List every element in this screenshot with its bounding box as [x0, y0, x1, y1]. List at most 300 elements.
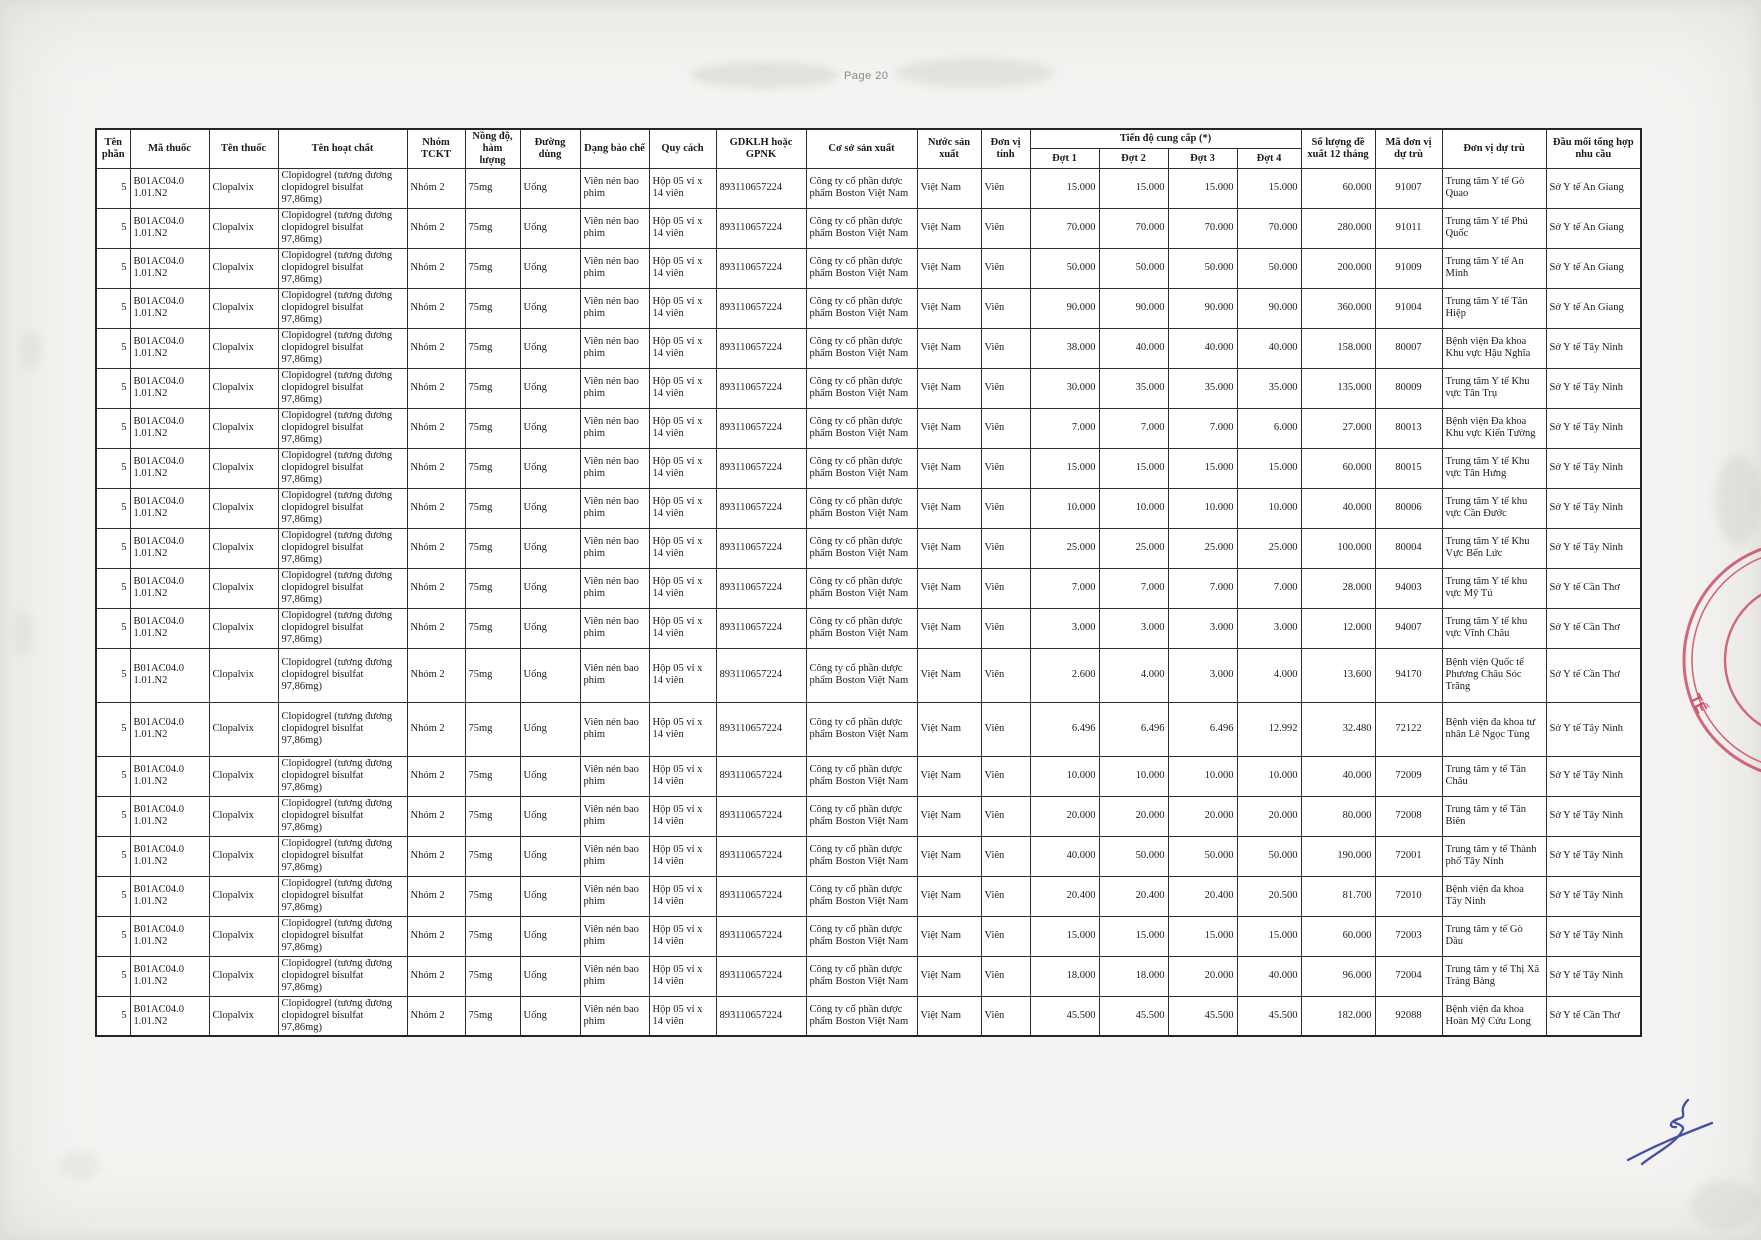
cell-ham-luong: 75mg [465, 996, 520, 1036]
cell-dot3: 6.496 [1168, 702, 1237, 756]
cell-so-luong: 60.000 [1301, 448, 1375, 488]
cell-dot2: 7.000 [1099, 408, 1168, 448]
cell-ten-thuoc: Clopalvix [209, 996, 278, 1036]
cell-hoat-chat: Clopidogrel (tương đương clopidogrel bisulfat 97,86mg) [278, 408, 407, 448]
cell-ham-luong: 75mg [465, 328, 520, 368]
cell-ma-thuoc: B01AC04.0 1.01.N2 [130, 328, 209, 368]
cell-hoat-chat: Clopidogrel (tương đương clopidogrel bisulfat 97,86mg) [278, 876, 407, 916]
cell-dot4: 3.000 [1237, 608, 1301, 648]
header-nuoc: Nước sản xuất [917, 129, 981, 168]
cell-ten-thuoc: Clopalvix [209, 168, 278, 208]
cell-dot1: 20.400 [1030, 876, 1099, 916]
cell-don-vi: Bệnh viện Đa khoa Khu vực Hậu Nghĩa [1442, 328, 1546, 368]
cell-so-luong: 13.600 [1301, 648, 1375, 702]
cell-ma-thuoc: B01AC04.0 1.01.N2 [130, 248, 209, 288]
cell-dau-moi: Sở Y tế An Giang [1546, 288, 1641, 328]
cell-ma-dvi: 80009 [1375, 368, 1442, 408]
cell-ham-luong: 75mg [465, 756, 520, 796]
cell-quy-cach: Hộp 05 vỉ x 14 viên [649, 448, 716, 488]
cell-gdklh: 893110657224 [716, 702, 806, 756]
cell-bao-che: Viên nén bao phim [580, 996, 649, 1036]
cell-don-vi: Trung tâm Y tế Phú Quốc [1442, 208, 1546, 248]
cell-dvt: Viên [981, 796, 1030, 836]
cell-nuoc: Việt Nam [917, 168, 981, 208]
cell-ham-luong: 75mg [465, 568, 520, 608]
cell-hoat-chat: Clopidogrel (tương đương clopidogrel bisulfat 97,86mg) [278, 208, 407, 248]
cell-dot3: 20.400 [1168, 876, 1237, 916]
header-dau-moi: Đầu mối tổng hợp nhu cầu [1546, 129, 1641, 168]
table-row [96, 648, 1641, 702]
cell-nuoc: Việt Nam [917, 702, 981, 756]
cell-dot1: 3.000 [1030, 608, 1099, 648]
cell-dvt: Viên [981, 956, 1030, 996]
cell-co-so: Công ty cổ phần dược phẩm Boston Việt Nam [806, 648, 917, 702]
cell-ma-dvi: 91011 [1375, 208, 1442, 248]
cell-quy-cach: Hộp 05 vỉ x 14 viên [649, 608, 716, 648]
cell-dot4: 15.000 [1237, 916, 1301, 956]
cell-don-vi: Trung tâm Y tế Khu Vực Bến Lức [1442, 528, 1546, 568]
cell-dot3: 15.000 [1168, 916, 1237, 956]
cell-quy-cach: Hộp 05 vỉ x 14 viên [649, 796, 716, 836]
cell-hoat-chat: Clopidogrel (tương đương clopidogrel bisulfat 97,86mg) [278, 608, 407, 648]
cell-phan: 5 [96, 408, 130, 448]
header-tien-do: Tiến độ cung cấp (*) [1030, 129, 1301, 149]
cell-gdklh: 893110657224 [716, 996, 806, 1036]
table-row [96, 916, 1641, 956]
cell-ma-thuoc: B01AC04.0 1.01.N2 [130, 528, 209, 568]
cell-co-so: Công ty cổ phần dược phẩm Boston Việt Nam [806, 208, 917, 248]
cell-dau-moi: Sở Y tế Tây Ninh [1546, 528, 1641, 568]
cell-so-luong: 96.000 [1301, 956, 1375, 996]
cell-ten-thuoc: Clopalvix [209, 208, 278, 248]
cell-quy-cach: Hộp 05 vỉ x 14 viên [649, 648, 716, 702]
cell-dot1: 15.000 [1030, 916, 1099, 956]
cell-ham-luong: 75mg [465, 288, 520, 328]
cell-dau-moi: Sở Y tế Cần Thơ [1546, 996, 1641, 1036]
cell-gdklh: 893110657224 [716, 568, 806, 608]
cell-phan: 5 [96, 288, 130, 328]
cell-hoat-chat: Clopidogrel (tương đương clopidogrel bisulfat 97,86mg) [278, 528, 407, 568]
cell-dot2: 45.500 [1099, 996, 1168, 1036]
cell-ten-thuoc: Clopalvix [209, 836, 278, 876]
table-row [96, 528, 1641, 568]
cell-quy-cach: Hộp 05 vỉ x 14 viên [649, 248, 716, 288]
cell-nhom-tckt: Nhóm 2 [407, 916, 465, 956]
cell-don-vi: Trung tâm Y tế Tân Hiệp [1442, 288, 1546, 328]
cell-gdklh: 893110657224 [716, 328, 806, 368]
cell-ten-thuoc: Clopalvix [209, 608, 278, 648]
cell-nuoc: Việt Nam [917, 488, 981, 528]
cell-so-luong: 81.700 [1301, 876, 1375, 916]
cell-dau-moi: Sở Y tế Tây Ninh [1546, 702, 1641, 756]
cell-don-vi: Bệnh viện đa khoa Tây Ninh [1442, 876, 1546, 916]
cell-so-luong: 32.480 [1301, 702, 1375, 756]
cell-nhom-tckt: Nhóm 2 [407, 208, 465, 248]
cell-ma-dvi: 72010 [1375, 876, 1442, 916]
cell-dot1: 7.000 [1030, 408, 1099, 448]
cell-bao-che: Viên nén bao phim [580, 648, 649, 702]
cell-gdklh: 893110657224 [716, 836, 806, 876]
cell-don-vi: Trung tâm Y tế khu vực Vĩnh Châu [1442, 608, 1546, 648]
cell-bao-che: Viên nén bao phim [580, 796, 649, 836]
cell-ma-thuoc: B01AC04.0 1.01.N2 [130, 168, 209, 208]
cell-ham-luong: 75mg [465, 876, 520, 916]
cell-ham-luong: 75mg [465, 796, 520, 836]
cell-dot1: 40.000 [1030, 836, 1099, 876]
cell-phan: 5 [96, 488, 130, 528]
cell-gdklh: 893110657224 [716, 488, 806, 528]
cell-dau-moi: Sở Y tế An Giang [1546, 248, 1641, 288]
cell-don-vi: Trung tâm Y tế Khu vực Tân Trụ [1442, 368, 1546, 408]
cell-co-so: Công ty cổ phần dược phẩm Boston Việt Nam [806, 408, 917, 448]
cell-duong-dung: Uống [520, 568, 580, 608]
cell-duong-dung: Uống [520, 208, 580, 248]
cell-bao-che: Viên nén bao phim [580, 168, 649, 208]
cell-hoat-chat: Clopidogrel (tương đương clopidogrel bisulfat 97,86mg) [278, 568, 407, 608]
header-phan: Tên phần [96, 129, 130, 168]
cell-ham-luong: 75mg [465, 368, 520, 408]
cell-nuoc: Việt Nam [917, 996, 981, 1036]
table-row [96, 836, 1641, 876]
cell-duong-dung: Uống [520, 756, 580, 796]
cell-dot3: 10.000 [1168, 488, 1237, 528]
cell-dau-moi: Sở Y tế Tây Ninh [1546, 408, 1641, 448]
cell-ma-dvi: 72008 [1375, 796, 1442, 836]
cell-phan: 5 [96, 328, 130, 368]
cell-ma-thuoc: B01AC04.0 1.01.N2 [130, 288, 209, 328]
cell-gdklh: 893110657224 [716, 248, 806, 288]
cell-dvt: Viên [981, 408, 1030, 448]
cell-bao-che: Viên nén bao phim [580, 876, 649, 916]
scan-smudge [14, 610, 34, 656]
cell-ma-thuoc: B01AC04.0 1.01.N2 [130, 956, 209, 996]
cell-dot3: 50.000 [1168, 248, 1237, 288]
cell-co-so: Công ty cổ phần dược phẩm Boston Việt Nam [806, 796, 917, 836]
cell-ten-thuoc: Clopalvix [209, 648, 278, 702]
cell-quy-cach: Hộp 05 vỉ x 14 viên [649, 916, 716, 956]
cell-ma-dvi: 80013 [1375, 408, 1442, 448]
cell-dot3: 10.000 [1168, 756, 1237, 796]
cell-dot2: 50.000 [1099, 248, 1168, 288]
header-ma-thuoc: Mã thuốc [130, 129, 209, 168]
cell-dot4: 15.000 [1237, 168, 1301, 208]
cell-nuoc: Việt Nam [917, 608, 981, 648]
cell-nhom-tckt: Nhóm 2 [407, 756, 465, 796]
cell-dot3: 45.500 [1168, 996, 1237, 1036]
cell-nhom-tckt: Nhóm 2 [407, 876, 465, 916]
cell-don-vi: Bệnh viện Quốc tế Phương Châu Sóc Trăng [1442, 648, 1546, 702]
cell-ham-luong: 75mg [465, 408, 520, 448]
cell-dot4: 7.000 [1237, 568, 1301, 608]
cell-phan: 5 [96, 168, 130, 208]
handwritten-signature [1618, 1092, 1738, 1182]
cell-dot2: 4.000 [1099, 648, 1168, 702]
cell-duong-dung: Uống [520, 488, 580, 528]
cell-ma-dvi: 94003 [1375, 568, 1442, 608]
cell-ma-thuoc: B01AC04.0 1.01.N2 [130, 916, 209, 956]
cell-phan: 5 [96, 208, 130, 248]
cell-don-vi: Trung tâm Y tế khu vực Cần Đước [1442, 488, 1546, 528]
cell-dau-moi: Sở Y tế Tây Ninh [1546, 328, 1641, 368]
cell-co-so: Công ty cổ phần dược phẩm Boston Việt Nam [806, 876, 917, 916]
cell-phan: 5 [96, 796, 130, 836]
cell-dot1: 10.000 [1030, 756, 1099, 796]
cell-duong-dung: Uống [520, 796, 580, 836]
cell-ham-luong: 75mg [465, 248, 520, 288]
cell-co-so: Công ty cổ phần dược phẩm Boston Việt Nam [806, 528, 917, 568]
cell-duong-dung: Uống [520, 956, 580, 996]
cell-bao-che: Viên nén bao phim [580, 836, 649, 876]
table-row [96, 996, 1641, 1036]
cell-don-vi: Trung tâm Y tế An Minh [1442, 248, 1546, 288]
cell-nhom-tckt: Nhóm 2 [407, 288, 465, 328]
cell-dot4: 70.000 [1237, 208, 1301, 248]
cell-so-luong: 12.000 [1301, 608, 1375, 648]
cell-don-vi: Bệnh viện đa khoa tư nhân Lê Ngọc Tùng [1442, 702, 1546, 756]
cell-ham-luong: 75mg [465, 208, 520, 248]
cell-dot3: 25.000 [1168, 528, 1237, 568]
cell-ma-dvi: 91004 [1375, 288, 1442, 328]
cell-nhom-tckt: Nhóm 2 [407, 248, 465, 288]
cell-nhom-tckt: Nhóm 2 [407, 448, 465, 488]
cell-dot2: 70.000 [1099, 208, 1168, 248]
cell-quy-cach: Hộp 05 vỉ x 14 viên [649, 328, 716, 368]
cell-don-vi: Trung tâm y tế Thành phố Tây Ninh [1442, 836, 1546, 876]
cell-duong-dung: Uống [520, 408, 580, 448]
cell-hoat-chat: Clopidogrel (tương đương clopidogrel bisulfat 97,86mg) [278, 648, 407, 702]
cell-quy-cach: Hộp 05 vỉ x 14 viên [649, 408, 716, 448]
cell-so-luong: 27.000 [1301, 408, 1375, 448]
table-row [96, 608, 1641, 648]
cell-ma-dvi: 72003 [1375, 916, 1442, 956]
cell-dvt: Viên [981, 328, 1030, 368]
cell-nhom-tckt: Nhóm 2 [407, 328, 465, 368]
cell-dot2: 20.400 [1099, 876, 1168, 916]
cell-ma-thuoc: B01AC04.0 1.01.N2 [130, 488, 209, 528]
cell-co-so: Công ty cổ phần dược phẩm Boston Việt Nam [806, 368, 917, 408]
cell-gdklh: 893110657224 [716, 168, 806, 208]
cell-ma-thuoc: B01AC04.0 1.01.N2 [130, 608, 209, 648]
cell-dot1: 90.000 [1030, 288, 1099, 328]
cell-quy-cach: Hộp 05 vỉ x 14 viên [649, 168, 716, 208]
cell-dot2: 15.000 [1099, 448, 1168, 488]
scan-smudge [1715, 455, 1761, 545]
cell-gdklh: 893110657224 [716, 648, 806, 702]
cell-phan: 5 [96, 648, 130, 702]
cell-phan: 5 [96, 876, 130, 916]
cell-quy-cach: Hộp 05 vỉ x 14 viên [649, 756, 716, 796]
cell-co-so: Công ty cổ phần dược phẩm Boston Việt Nam [806, 836, 917, 876]
cell-ma-thuoc: B01AC04.0 1.01.N2 [130, 408, 209, 448]
cell-quy-cach: Hộp 05 vỉ x 14 viên [649, 288, 716, 328]
scan-smudge [690, 62, 840, 88]
cell-dau-moi: Sở Y tế Tây Ninh [1546, 756, 1641, 796]
cell-dot3: 20.000 [1168, 956, 1237, 996]
cell-ma-dvi: 80015 [1375, 448, 1442, 488]
cell-ten-thuoc: Clopalvix [209, 796, 278, 836]
cell-ma-dvi: 72009 [1375, 756, 1442, 796]
header-ten-thuoc: Tên thuốc [209, 129, 278, 168]
red-circular-stamp-icon [1650, 535, 1761, 785]
cell-bao-che: Viên nén bao phim [580, 956, 649, 996]
cell-dot2: 3.000 [1099, 608, 1168, 648]
cell-ten-thuoc: Clopalvix [209, 702, 278, 756]
cell-nhom-tckt: Nhóm 2 [407, 408, 465, 448]
table-row [96, 796, 1641, 836]
table-row [96, 488, 1641, 528]
cell-hoat-chat: Clopidogrel (tương đương clopidogrel bisulfat 97,86mg) [278, 996, 407, 1036]
cell-so-luong: 60.000 [1301, 916, 1375, 956]
cell-hoat-chat: Clopidogrel (tương đương clopidogrel bisulfat 97,86mg) [278, 956, 407, 996]
cell-so-luong: 40.000 [1301, 488, 1375, 528]
cell-gdklh: 893110657224 [716, 208, 806, 248]
cell-dvt: Viên [981, 288, 1030, 328]
header-gdklh: GDKLH hoặc GPNK [716, 129, 806, 168]
cell-so-luong: 28.000 [1301, 568, 1375, 608]
cell-ham-luong: 75mg [465, 608, 520, 648]
cell-ma-thuoc: B01AC04.0 1.01.N2 [130, 996, 209, 1036]
cell-dau-moi: Sở Y tế Tây Ninh [1546, 916, 1641, 956]
cell-phan: 5 [96, 528, 130, 568]
cell-dot4: 50.000 [1237, 248, 1301, 288]
cell-dot1: 25.000 [1030, 528, 1099, 568]
header-ma-dvi: Mã đơn vị dự trù [1375, 129, 1442, 168]
cell-hoat-chat: Clopidogrel (tương đương clopidogrel bisulfat 97,86mg) [278, 836, 407, 876]
cell-dot2: 7.000 [1099, 568, 1168, 608]
cell-dau-moi: Sở Y tế Cần Thơ [1546, 648, 1641, 702]
cell-quy-cach: Hộp 05 vỉ x 14 viên [649, 568, 716, 608]
cell-dvt: Viên [981, 528, 1030, 568]
cell-dau-moi: Sở Y tế An Giang [1546, 208, 1641, 248]
cell-bao-che: Viên nén bao phim [580, 328, 649, 368]
cell-ten-thuoc: Clopalvix [209, 328, 278, 368]
cell-dot2: 90.000 [1099, 288, 1168, 328]
table-row [96, 168, 1641, 208]
cell-dot4: 90.000 [1237, 288, 1301, 328]
cell-bao-che: Viên nén bao phim [580, 608, 649, 648]
cell-hoat-chat: Clopidogrel (tương đương clopidogrel bisulfat 97,86mg) [278, 448, 407, 488]
cell-so-luong: 200.000 [1301, 248, 1375, 288]
cell-don-vi: Trung tâm y tế Thị Xã Trảng Bàng [1442, 956, 1546, 996]
cell-hoat-chat: Clopidogrel (tương đương clopidogrel bisulfat 97,86mg) [278, 756, 407, 796]
cell-dvt: Viên [981, 648, 1030, 702]
cell-ham-luong: 75mg [465, 702, 520, 756]
cell-dot4: 20.000 [1237, 796, 1301, 836]
cell-ma-thuoc: B01AC04.0 1.01.N2 [130, 836, 209, 876]
cell-dot1: 6.496 [1030, 702, 1099, 756]
cell-nuoc: Việt Nam [917, 876, 981, 916]
table-row [96, 328, 1641, 368]
cell-nhom-tckt: Nhóm 2 [407, 956, 465, 996]
cell-dau-moi: Sở Y tế An Giang [1546, 168, 1641, 208]
cell-dot4: 45.500 [1237, 996, 1301, 1036]
cell-dau-moi: Sở Y tế Tây Ninh [1546, 488, 1641, 528]
cell-co-so: Công ty cổ phần dược phẩm Boston Việt Nam [806, 488, 917, 528]
cell-quy-cach: Hộp 05 vỉ x 14 viên [649, 208, 716, 248]
cell-nuoc: Việt Nam [917, 756, 981, 796]
cell-duong-dung: Uống [520, 996, 580, 1036]
cell-nhom-tckt: Nhóm 2 [407, 702, 465, 756]
cell-bao-che: Viên nén bao phim [580, 448, 649, 488]
cell-gdklh: 893110657224 [716, 956, 806, 996]
cell-dot1: 50.000 [1030, 248, 1099, 288]
header-so-luong: Số lượng đề xuất 12 tháng [1301, 129, 1375, 168]
header-dot4: Đợt 4 [1237, 149, 1301, 168]
cell-so-luong: 135.000 [1301, 368, 1375, 408]
cell-ma-thuoc: B01AC04.0 1.01.N2 [130, 208, 209, 248]
cell-duong-dung: Uống [520, 836, 580, 876]
cell-nhom-tckt: Nhóm 2 [407, 836, 465, 876]
cell-duong-dung: Uống [520, 368, 580, 408]
cell-ma-dvi: 94007 [1375, 608, 1442, 648]
cell-ham-luong: 75mg [465, 168, 520, 208]
cell-dau-moi: Sở Y tế Tây Ninh [1546, 956, 1641, 996]
cell-don-vi: Trung tâm Y tế khu vực Mỹ Tú [1442, 568, 1546, 608]
cell-phan: 5 [96, 368, 130, 408]
cell-hoat-chat: Clopidogrel (tương đương clopidogrel bisulfat 97,86mg) [278, 168, 407, 208]
cell-ham-luong: 75mg [465, 448, 520, 488]
cell-ma-dvi: 92088 [1375, 996, 1442, 1036]
cell-hoat-chat: Clopidogrel (tương đương clopidogrel bisulfat 97,86mg) [278, 368, 407, 408]
cell-duong-dung: Uống [520, 648, 580, 702]
cell-dot4: 10.000 [1237, 756, 1301, 796]
header-nhom-tckt: Nhóm TCKT [407, 129, 465, 168]
cell-phan: 5 [96, 956, 130, 996]
cell-dau-moi: Sở Y tế Tây Ninh [1546, 796, 1641, 836]
cell-nhom-tckt: Nhóm 2 [407, 648, 465, 702]
scan-smudge [895, 58, 1055, 88]
cell-duong-dung: Uống [520, 248, 580, 288]
cell-nuoc: Việt Nam [917, 528, 981, 568]
table-row [96, 568, 1641, 608]
cell-dot4: 40.000 [1237, 328, 1301, 368]
cell-nuoc: Việt Nam [917, 208, 981, 248]
table-row [96, 448, 1641, 488]
cell-quy-cach: Hộp 05 vỉ x 14 viên [649, 956, 716, 996]
cell-ten-thuoc: Clopalvix [209, 368, 278, 408]
cell-bao-che: Viên nén bao phim [580, 208, 649, 248]
cell-co-so: Công ty cổ phần dược phẩm Boston Việt Nam [806, 956, 917, 996]
cell-ham-luong: 75mg [465, 916, 520, 956]
cell-phan: 5 [96, 702, 130, 756]
cell-ma-dvi: 94170 [1375, 648, 1442, 702]
cell-so-luong: 60.000 [1301, 168, 1375, 208]
cell-ten-thuoc: Clopalvix [209, 488, 278, 528]
cell-bao-che: Viên nén bao phim [580, 408, 649, 448]
scan-smudge [1690, 1180, 1760, 1230]
cell-co-so: Công ty cổ phần dược phẩm Boston Việt Nam [806, 756, 917, 796]
cell-ma-thuoc: B01AC04.0 1.01.N2 [130, 648, 209, 702]
cell-dvt: Viên [981, 608, 1030, 648]
cell-dvt: Viên [981, 208, 1030, 248]
cell-co-so: Công ty cổ phần dược phẩm Boston Việt Nam [806, 702, 917, 756]
cell-ten-thuoc: Clopalvix [209, 248, 278, 288]
page-number: Page 20 [844, 70, 889, 82]
cell-hoat-chat: Clopidogrel (tương đương clopidogrel bisulfat 97,86mg) [278, 796, 407, 836]
cell-ten-thuoc: Clopalvix [209, 408, 278, 448]
cell-dvt: Viên [981, 876, 1030, 916]
cell-dot4: 35.000 [1237, 368, 1301, 408]
cell-ma-dvi: 80006 [1375, 488, 1442, 528]
cell-ten-thuoc: Clopalvix [209, 568, 278, 608]
cell-ma-thuoc: B01AC04.0 1.01.N2 [130, 756, 209, 796]
cell-dot1: 20.000 [1030, 796, 1099, 836]
cell-dvt: Viên [981, 756, 1030, 796]
cell-so-luong: 360.000 [1301, 288, 1375, 328]
cell-co-so: Công ty cổ phần dược phẩm Boston Việt Nam [806, 568, 917, 608]
cell-phan: 5 [96, 756, 130, 796]
scan-smudge [20, 330, 42, 370]
